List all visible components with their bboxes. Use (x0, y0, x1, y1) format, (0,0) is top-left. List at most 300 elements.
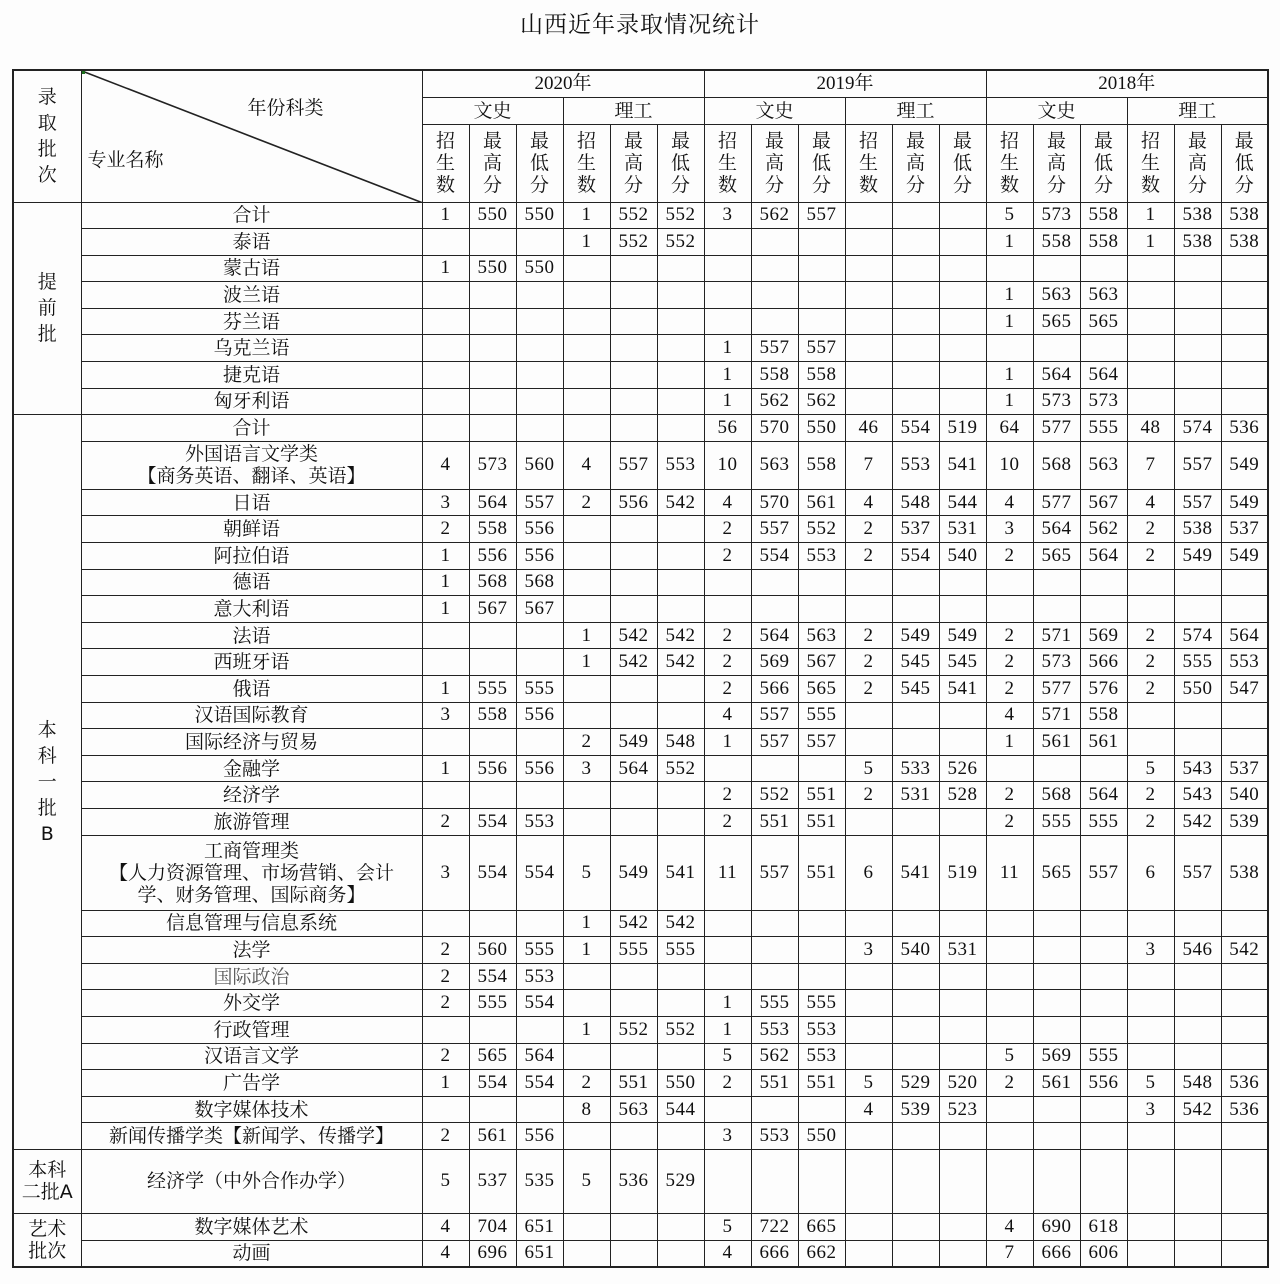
value-cell: 651 (516, 1213, 563, 1240)
value-cell (1033, 910, 1080, 937)
table-row (13, 1213, 1268, 1240)
value-cell: 565 (1080, 308, 1127, 335)
table-row (13, 808, 1268, 835)
value-cell: 2 (986, 808, 1033, 835)
value-cell: 554 (516, 1070, 563, 1097)
value-cell: 553 (1221, 649, 1268, 676)
value-cell (986, 569, 1033, 596)
value-cell (892, 990, 939, 1017)
value-cell: 553 (751, 1123, 798, 1150)
value-cell (657, 596, 704, 623)
value-cell (845, 202, 892, 229)
value-cell: 543 (1174, 782, 1221, 809)
value-cell: 529 (657, 1149, 704, 1213)
value-cell: 3 (422, 835, 469, 910)
value-cell (892, 1213, 939, 1240)
major-name: 新闻传播学类【新闻学、传播学】 (81, 1123, 422, 1150)
value-cell (1033, 1016, 1080, 1043)
value-cell (1174, 963, 1221, 990)
value-cell (1174, 596, 1221, 623)
value-cell: 538 (1221, 835, 1268, 910)
major-name: 蒙古语 (81, 255, 422, 282)
value-cell (1221, 308, 1268, 335)
value-cell: 3 (1127, 937, 1174, 964)
value-cell: 554 (469, 808, 516, 835)
value-cell: 565 (1033, 835, 1080, 910)
value-cell (986, 255, 1033, 282)
value-cell: 568 (516, 569, 563, 596)
value-cell (751, 937, 798, 964)
value-cell: 2 (704, 649, 751, 676)
value-cell: 1 (563, 1016, 610, 1043)
value-cell: 558 (1080, 202, 1127, 229)
value-cell: 552 (657, 1016, 704, 1043)
major-name: 经济学 (81, 782, 422, 809)
value-cell: 550 (516, 255, 563, 282)
value-cell (1221, 335, 1268, 362)
value-cell: 536 (1221, 415, 1268, 442)
value-cell: 550 (469, 202, 516, 229)
value-cell (610, 543, 657, 570)
value-cell (845, 990, 892, 1017)
value-cell (1221, 388, 1268, 415)
value-cell: 564 (516, 1043, 563, 1070)
value-cell (657, 543, 704, 570)
value-cell (563, 1123, 610, 1150)
metric-header (798, 124, 845, 202)
value-cell: 696 (469, 1240, 516, 1267)
value-cell: 5 (1127, 1070, 1174, 1097)
value-cell: 690 (1033, 1213, 1080, 1240)
value-cell (1174, 282, 1221, 309)
value-cell (516, 335, 563, 362)
value-cell (704, 1096, 751, 1123)
value-cell (563, 308, 610, 335)
value-cell: 564 (1221, 622, 1268, 649)
value-cell: 556 (516, 516, 563, 543)
value-cell (563, 569, 610, 596)
value-cell (986, 335, 1033, 362)
value-cell: 2 (422, 808, 469, 835)
value-cell (751, 308, 798, 335)
table-row (13, 362, 1268, 389)
value-cell: 542 (610, 649, 657, 676)
value-cell: 577 (1033, 676, 1080, 703)
value-cell: 542 (657, 489, 704, 516)
value-cell (657, 1123, 704, 1150)
subject-header: 理工 (563, 97, 704, 124)
value-cell: 553 (751, 1016, 798, 1043)
value-cell (751, 963, 798, 990)
value-cell (1174, 335, 1221, 362)
value-cell: 558 (751, 362, 798, 389)
value-cell (422, 308, 469, 335)
major-name: 汉语国际教育 (81, 702, 422, 729)
value-cell: 2 (1127, 516, 1174, 543)
value-cell: 567 (516, 596, 563, 623)
table-row-total (13, 202, 1268, 229)
value-cell: 563 (798, 622, 845, 649)
value-cell: 2 (1127, 543, 1174, 570)
value-cell (1080, 963, 1127, 990)
value-cell: 546 (1174, 937, 1221, 964)
batch-cell (13, 1149, 81, 1213)
value-cell: 554 (469, 963, 516, 990)
value-cell: 2 (704, 808, 751, 835)
value-cell (751, 255, 798, 282)
value-cell: 4 (986, 702, 1033, 729)
value-cell (1174, 362, 1221, 389)
value-cell (610, 702, 657, 729)
value-cell (1174, 910, 1221, 937)
value-cell: 567 (798, 649, 845, 676)
value-cell (469, 910, 516, 937)
value-cell (798, 282, 845, 309)
value-cell (892, 388, 939, 415)
value-cell (469, 282, 516, 309)
value-cell (563, 1213, 610, 1240)
metric-header (986, 124, 1033, 202)
value-cell: 1 (704, 990, 751, 1017)
value-cell (657, 516, 704, 543)
value-cell (1221, 255, 1268, 282)
value-cell: 6 (1127, 835, 1174, 910)
value-cell: 1 (1127, 202, 1174, 229)
value-cell: 4 (704, 1240, 751, 1267)
value-cell (1174, 1240, 1221, 1267)
value-cell (1174, 1149, 1221, 1213)
value-cell: 557 (751, 335, 798, 362)
value-cell (1080, 937, 1127, 964)
value-cell: 547 (1221, 676, 1268, 703)
value-cell: 4 (1127, 489, 1174, 516)
value-cell: 552 (798, 516, 845, 543)
value-cell: 5 (845, 755, 892, 782)
value-cell (1033, 755, 1080, 782)
value-cell: 2 (845, 622, 892, 649)
value-cell: 539 (1221, 808, 1268, 835)
value-cell: 550 (798, 415, 845, 442)
year-header: 2019年 (704, 70, 986, 97)
value-cell: 2 (845, 649, 892, 676)
value-cell: 704 (469, 1213, 516, 1240)
value-cell: 555 (798, 702, 845, 729)
value-cell (704, 308, 751, 335)
value-cell: 554 (892, 543, 939, 570)
value-cell (892, 596, 939, 623)
value-cell: 545 (939, 649, 986, 676)
value-cell (469, 729, 516, 756)
value-cell: 560 (469, 937, 516, 964)
value-cell: 3 (986, 516, 1033, 543)
value-cell: 561 (1080, 729, 1127, 756)
value-cell: 550 (516, 202, 563, 229)
cell-marker-icon (81, 70, 85, 74)
value-cell: 555 (1080, 1043, 1127, 1070)
metric-header-label: 最低分 (1094, 130, 1114, 196)
major-name: 意大利语 (81, 596, 422, 623)
table-row (13, 516, 1268, 543)
major-name: 金融学 (81, 755, 422, 782)
value-cell (657, 569, 704, 596)
value-cell (939, 702, 986, 729)
value-cell (892, 808, 939, 835)
value-cell (986, 990, 1033, 1017)
value-cell (798, 937, 845, 964)
batch-name: 本科一批B (37, 719, 57, 846)
value-cell: 561 (1033, 729, 1080, 756)
value-cell: 2 (422, 937, 469, 964)
value-cell (516, 1016, 563, 1043)
value-cell: 1 (986, 229, 1033, 256)
value-cell (845, 910, 892, 937)
value-cell: 551 (751, 1070, 798, 1097)
page-title: 山西近年录取情况统计 (520, 12, 760, 38)
value-cell (845, 335, 892, 362)
value-cell: 1 (704, 1016, 751, 1043)
value-cell (892, 202, 939, 229)
value-cell: 5 (704, 1043, 751, 1070)
table-row (13, 782, 1268, 809)
value-cell: 538 (1174, 229, 1221, 256)
value-cell: 2 (563, 489, 610, 516)
major-name: 法学 (81, 937, 422, 964)
value-cell: 2 (986, 782, 1033, 809)
major-name: 经济学（中外合作办学） (81, 1149, 422, 1213)
value-cell: 1 (422, 255, 469, 282)
value-cell: 1 (986, 308, 1033, 335)
value-cell: 556 (610, 489, 657, 516)
value-cell (1127, 1213, 1174, 1240)
value-cell: 557 (751, 729, 798, 756)
value-cell (798, 1096, 845, 1123)
value-cell (845, 1123, 892, 1150)
value-cell: 554 (751, 543, 798, 570)
value-cell: 552 (751, 782, 798, 809)
value-cell (845, 808, 892, 835)
value-cell: 528 (939, 782, 986, 809)
table-row (13, 282, 1268, 309)
value-cell: 3 (704, 202, 751, 229)
value-cell: 5 (704, 1213, 751, 1240)
metric-header-label: 最高分 (483, 130, 503, 196)
metric-header-label: 招生数 (1141, 130, 1161, 196)
value-cell (939, 1213, 986, 1240)
value-cell (1080, 1123, 1127, 1150)
value-cell: 542 (1174, 808, 1221, 835)
metric-header-label: 招生数 (859, 130, 879, 196)
value-cell: 64 (986, 415, 1033, 442)
value-cell (892, 702, 939, 729)
value-cell (422, 1016, 469, 1043)
value-cell (939, 808, 986, 835)
value-cell: 540 (892, 937, 939, 964)
value-cell: 666 (1033, 1240, 1080, 1267)
value-cell (1127, 1240, 1174, 1267)
value-cell (1080, 596, 1127, 623)
value-cell: 554 (469, 835, 516, 910)
value-cell: 564 (610, 755, 657, 782)
value-cell (516, 415, 563, 442)
value-cell (1174, 729, 1221, 756)
value-cell: 550 (798, 1123, 845, 1150)
value-cell (845, 229, 892, 256)
value-cell: 1 (704, 729, 751, 756)
value-cell (845, 702, 892, 729)
value-cell: 2 (704, 676, 751, 703)
value-cell (1174, 569, 1221, 596)
value-cell (939, 1123, 986, 1150)
value-cell (610, 963, 657, 990)
value-cell: 549 (610, 729, 657, 756)
value-cell (751, 229, 798, 256)
total-label: 合计 (81, 415, 422, 442)
metric-header (1033, 124, 1080, 202)
value-cell: 1 (704, 362, 751, 389)
batch-cell (13, 202, 81, 415)
value-cell: 566 (1080, 649, 1127, 676)
value-cell (1221, 569, 1268, 596)
value-cell (1221, 596, 1268, 623)
value-cell: 2 (986, 649, 1033, 676)
value-cell (1127, 702, 1174, 729)
subject-header: 文史 (422, 97, 563, 124)
value-cell: 4 (704, 702, 751, 729)
value-cell (1033, 335, 1080, 362)
table-row (13, 543, 1268, 570)
batch-name-line: 本科 (28, 1159, 67, 1182)
value-cell: 551 (610, 1070, 657, 1097)
value-cell: 3 (422, 489, 469, 516)
major-name-line: 【人力资源管理、市场营销、会计 (108, 861, 394, 884)
value-cell (892, 963, 939, 990)
table-row-total (13, 415, 1268, 442)
value-cell (939, 202, 986, 229)
value-cell: 4 (422, 441, 469, 489)
value-cell: 558 (1080, 702, 1127, 729)
value-cell (751, 910, 798, 937)
value-cell: 561 (469, 1123, 516, 1150)
value-cell: 563 (1080, 282, 1127, 309)
value-cell (939, 729, 986, 756)
value-cell: 557 (798, 202, 845, 229)
value-cell: 558 (798, 441, 845, 489)
value-cell: 550 (657, 1070, 704, 1097)
value-cell: 1 (986, 729, 1033, 756)
year-header: 2018年 (986, 70, 1268, 97)
value-cell (610, 335, 657, 362)
value-cell (1080, 1149, 1127, 1213)
value-cell: 519 (939, 415, 986, 442)
value-cell (704, 1149, 751, 1213)
metric-header-label: 最低分 (671, 130, 691, 196)
value-cell: 5 (563, 1149, 610, 1213)
value-cell: 2 (563, 729, 610, 756)
value-cell: 557 (798, 729, 845, 756)
value-cell: 556 (516, 755, 563, 782)
value-cell: 552 (610, 1016, 657, 1043)
metric-header (1080, 124, 1127, 202)
value-cell (1127, 990, 1174, 1017)
value-cell: 4 (704, 489, 751, 516)
value-cell: 2 (1127, 622, 1174, 649)
value-cell: 537 (892, 516, 939, 543)
value-cell (1033, 1149, 1080, 1213)
value-cell: 3 (422, 702, 469, 729)
value-cell: 2 (704, 516, 751, 543)
value-cell: 558 (798, 362, 845, 389)
value-cell (563, 782, 610, 809)
value-cell (1174, 1016, 1221, 1043)
major-name-line: 【商务英语、翻译、英语】 (137, 465, 366, 488)
table-row (13, 1123, 1268, 1150)
value-cell: 549 (1221, 543, 1268, 570)
value-cell: 6 (845, 835, 892, 910)
value-cell: 562 (751, 388, 798, 415)
value-cell: 2 (704, 543, 751, 570)
value-cell (798, 963, 845, 990)
value-cell: 549 (1174, 543, 1221, 570)
value-cell: 558 (1080, 229, 1127, 256)
value-cell (516, 362, 563, 389)
value-cell (563, 415, 610, 442)
value-cell: 2 (986, 676, 1033, 703)
value-cell (798, 910, 845, 937)
table-row (13, 729, 1268, 756)
value-cell: 542 (657, 622, 704, 649)
value-cell: 553 (516, 808, 563, 835)
table-row (13, 755, 1268, 782)
value-cell: 566 (751, 676, 798, 703)
value-cell: 2 (422, 516, 469, 543)
value-cell: 571 (1033, 702, 1080, 729)
value-cell: 554 (469, 1070, 516, 1097)
value-cell (657, 362, 704, 389)
value-cell (516, 622, 563, 649)
value-cell: 1 (1127, 229, 1174, 256)
value-cell (845, 1240, 892, 1267)
metric-header (657, 124, 704, 202)
value-cell (563, 808, 610, 835)
value-cell (563, 335, 610, 362)
value-cell (1221, 362, 1268, 389)
value-cell: 606 (1080, 1240, 1127, 1267)
value-cell: 545 (892, 649, 939, 676)
value-cell (610, 1043, 657, 1070)
table-row (13, 622, 1268, 649)
value-cell: 541 (657, 835, 704, 910)
major-name: 信息管理与信息系统 (81, 910, 422, 937)
value-cell: 557 (1174, 835, 1221, 910)
value-cell: 1 (422, 596, 469, 623)
value-cell (1174, 990, 1221, 1017)
table-row (13, 1043, 1268, 1070)
value-cell: 3 (704, 1123, 751, 1150)
value-cell: 540 (939, 543, 986, 570)
value-cell: 2 (704, 1070, 751, 1097)
value-cell: 557 (751, 702, 798, 729)
table-row (13, 676, 1268, 703)
value-cell: 1 (563, 202, 610, 229)
value-cell: 571 (1033, 622, 1080, 649)
metric-header (563, 124, 610, 202)
value-cell (1127, 1043, 1174, 1070)
value-cell: 4 (845, 489, 892, 516)
value-cell: 542 (1174, 1096, 1221, 1123)
value-cell: 558 (469, 516, 516, 543)
value-cell (892, 335, 939, 362)
value-cell: 564 (1080, 782, 1127, 809)
